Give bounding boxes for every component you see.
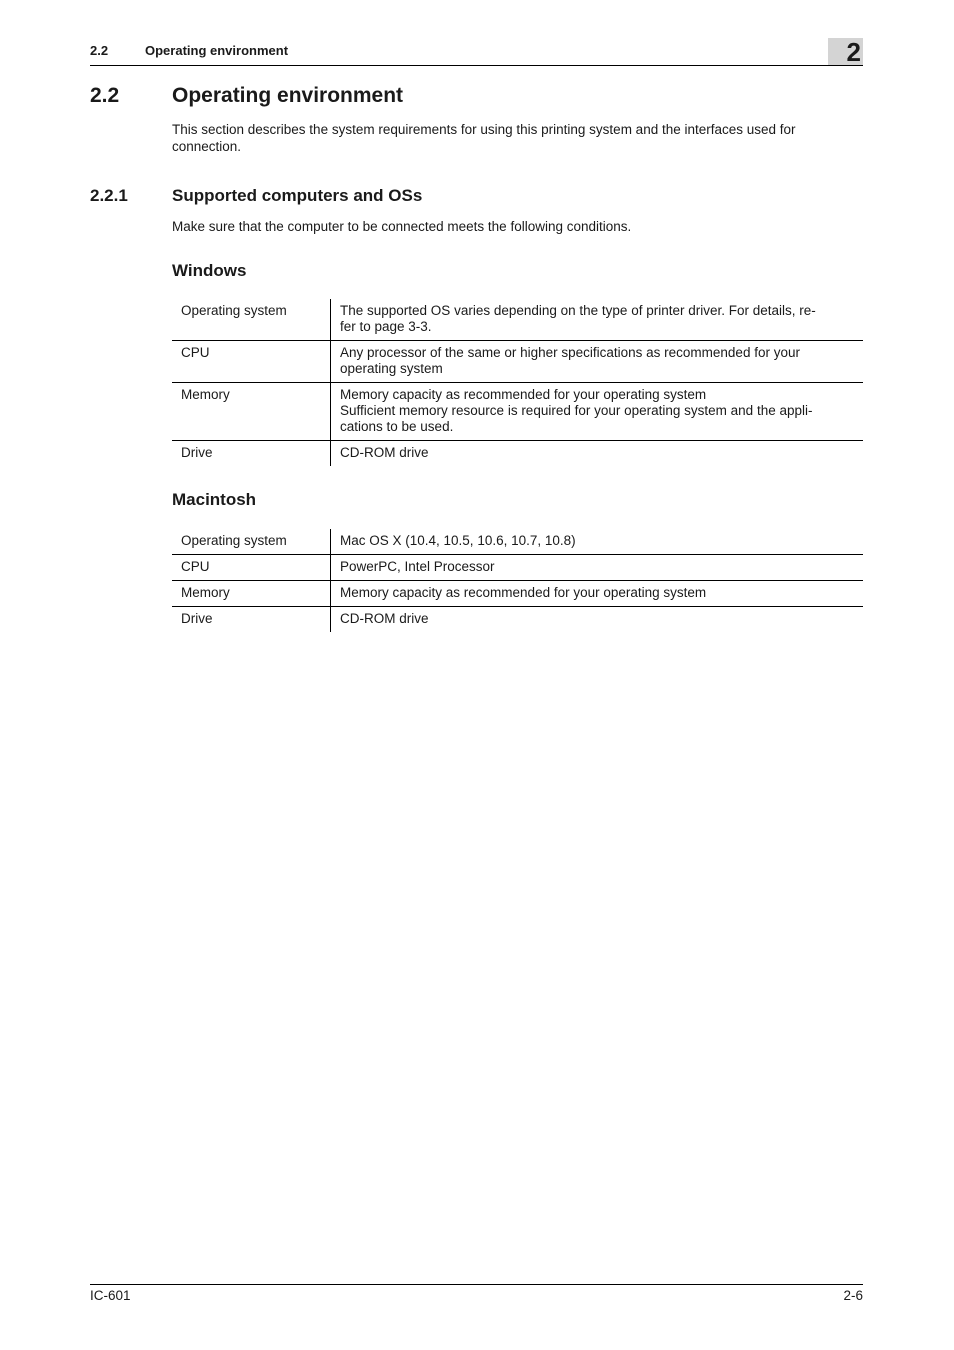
table-row bbox=[172, 299, 863, 341]
requirement-line: Memory capacity as recommended for your operating system bbox=[340, 387, 707, 402]
requirement-value bbox=[331, 607, 864, 633]
requirement-line: The supported OS varies depending on the type of printer driver. For details, re- bbox=[340, 303, 816, 318]
requirement-label: Operating system bbox=[172, 529, 331, 555]
section-intro: This section describes the system requirements for using this printing system and the interfaces used for connection. bbox=[172, 122, 796, 154]
subsection-title: Supported computers and OSs bbox=[172, 186, 423, 205]
requirement-line: Memory capacity as recommended for your operating system bbox=[340, 585, 707, 600]
requirement-label: Memory bbox=[172, 383, 331, 441]
requirement-line: Mac OS X (10.4, 10.5, 10.6, 10.7, 10.8) bbox=[340, 533, 576, 548]
running-header bbox=[90, 37, 863, 67]
requirement-line: PowerPC, Intel Processor bbox=[340, 559, 495, 574]
macintosh-requirements-table bbox=[172, 529, 863, 632]
requirement-label: CPU bbox=[172, 341, 331, 383]
requirement-line: CD-ROM drive bbox=[340, 611, 429, 626]
table-row bbox=[172, 529, 863, 555]
table-row bbox=[172, 383, 863, 441]
requirement-value bbox=[331, 529, 864, 555]
section-number: 2.2 bbox=[90, 84, 120, 107]
macintosh-heading: Macintosh bbox=[172, 490, 257, 509]
requirement-line: CD-ROM drive bbox=[340, 445, 429, 460]
section-title: Operating environment bbox=[172, 84, 404, 107]
requirement-label: Drive bbox=[172, 607, 331, 633]
requirement-value bbox=[331, 341, 864, 383]
requirement-label: CPU bbox=[172, 555, 331, 581]
requirement-value bbox=[331, 441, 864, 467]
subsection-intro: Make sure that the computer to be connected meets the following conditions. bbox=[172, 219, 632, 234]
table-row bbox=[172, 341, 863, 383]
table-row bbox=[172, 607, 863, 633]
requirement-line: Any processor of the same or higher specifications as recommended for your bbox=[340, 345, 800, 360]
requirement-line: operating system bbox=[340, 361, 443, 376]
requirement-value bbox=[331, 581, 864, 607]
requirement-value bbox=[331, 383, 864, 441]
header-section-title: Operating environment bbox=[145, 43, 289, 58]
requirement-label: Operating system bbox=[172, 299, 331, 341]
footer-page-number: 2-6 bbox=[843, 1288, 863, 1303]
footer-product: IC-601 bbox=[90, 1288, 131, 1303]
subsection-number: 2.2.1 bbox=[90, 186, 128, 205]
header-section-number: 2.2 bbox=[90, 43, 109, 58]
requirement-line: fer to page 3-3. bbox=[340, 319, 432, 334]
requirement-line: cations to be used. bbox=[340, 419, 454, 434]
windows-heading: Windows bbox=[172, 261, 247, 280]
requirement-line: Sufficient memory resource is required for your operating system and the appli- bbox=[340, 403, 813, 418]
requirement-value bbox=[331, 299, 864, 341]
running-footer bbox=[90, 1284, 863, 1303]
requirement-value bbox=[331, 555, 864, 581]
table-row bbox=[172, 441, 863, 467]
requirement-label: Drive bbox=[172, 441, 331, 467]
chapter-tab: 2 bbox=[828, 38, 863, 65]
requirement-label: Memory bbox=[172, 581, 331, 607]
table-row bbox=[172, 555, 863, 581]
windows-requirements-table bbox=[172, 299, 863, 466]
table-row bbox=[172, 581, 863, 607]
